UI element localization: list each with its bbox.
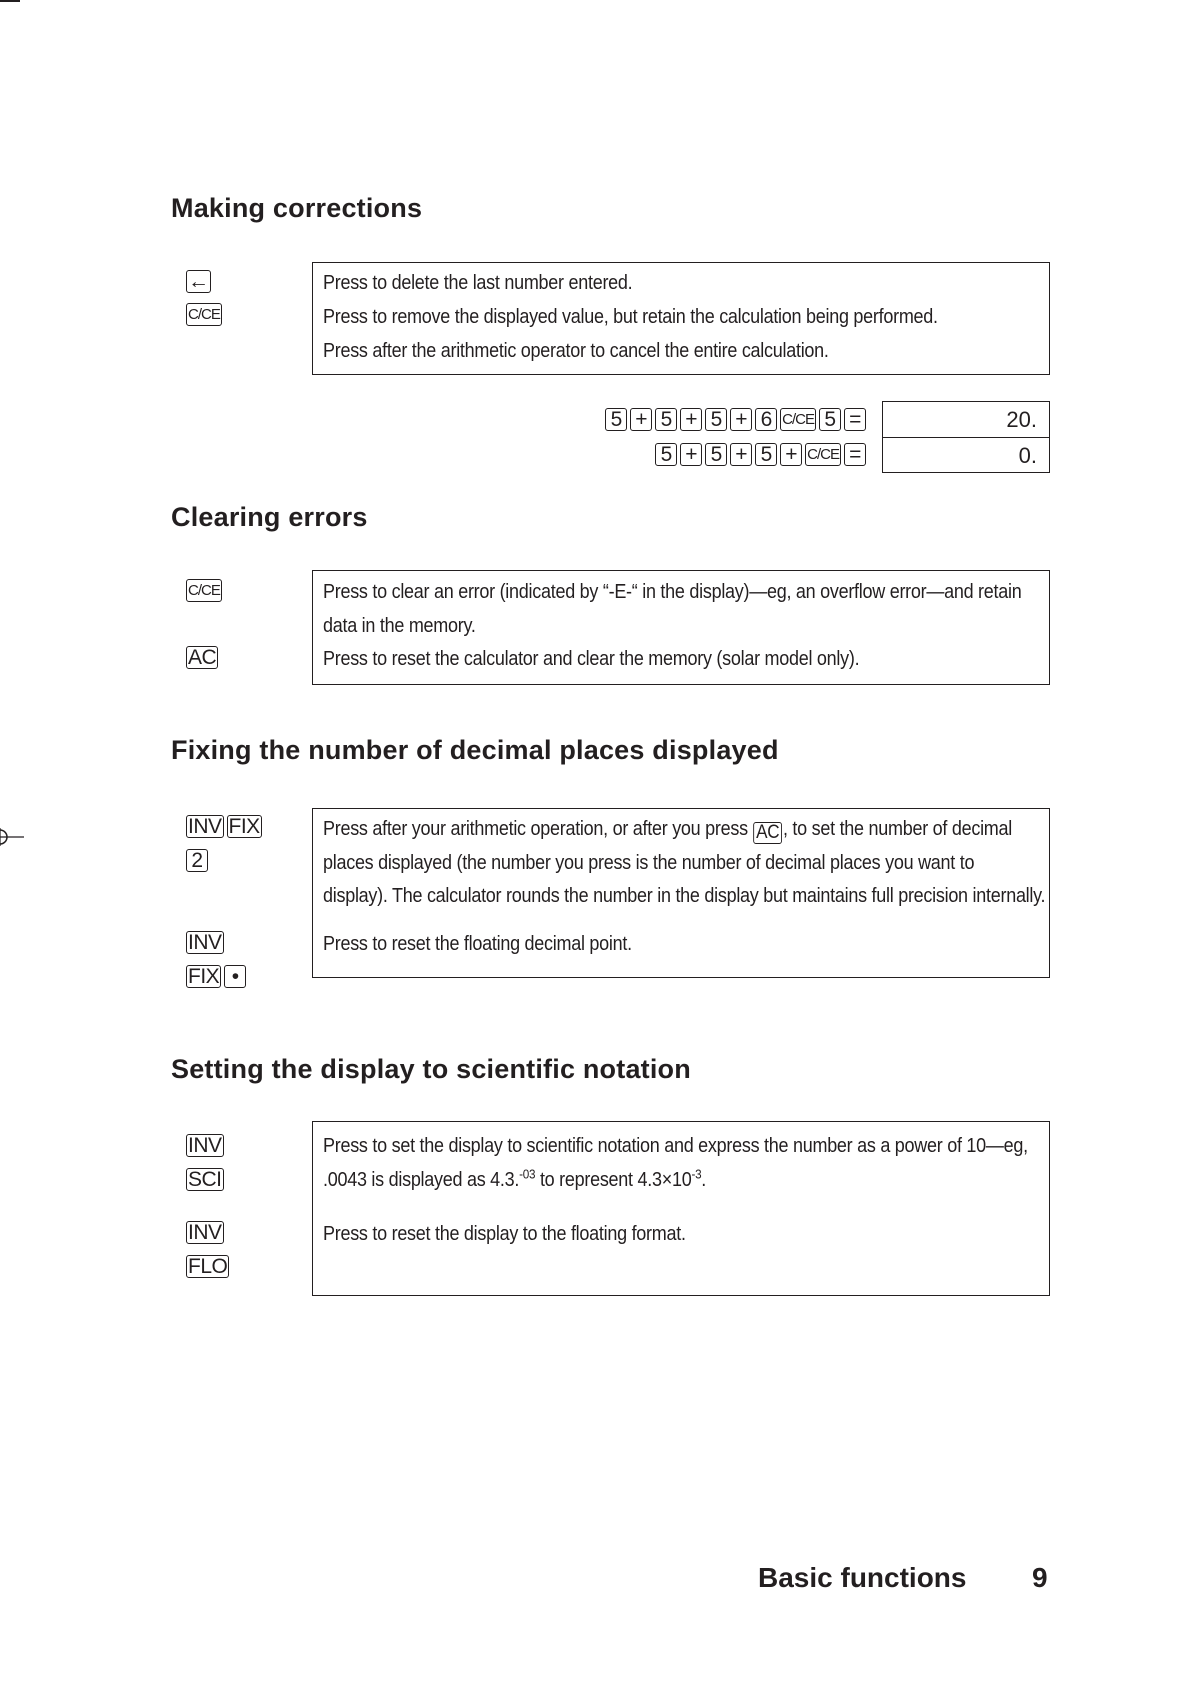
sequence-key: 5 bbox=[655, 443, 677, 466]
description-line: display). The calculator rounds the number in the display but maintains full precision internally. bbox=[323, 885, 1046, 907]
page-number: 9 bbox=[1032, 1562, 1048, 1593]
sequence-key: + bbox=[680, 408, 702, 431]
description-line: Press to remove the displayed value, but retain the calculation being performed. bbox=[323, 306, 938, 328]
sequence-key: 5 bbox=[705, 408, 727, 431]
description-text: . bbox=[701, 1169, 707, 1191]
inverse-key: INV bbox=[188, 931, 222, 954]
all-clear-key: AC bbox=[188, 646, 217, 669]
digit-key: 2 bbox=[186, 849, 208, 872]
description-line: places displayed (the number you press is the number of decimal places you want to bbox=[323, 852, 975, 874]
display-result: 0. bbox=[883, 437, 1049, 472]
example-key-sequence bbox=[655, 443, 869, 466]
key-line bbox=[186, 965, 249, 988]
superscript: -3 bbox=[691, 1166, 702, 1182]
fix-key: FIX bbox=[228, 815, 260, 838]
inverse-key: INV bbox=[188, 1221, 222, 1244]
all-clear-key: AC bbox=[753, 822, 782, 844]
sequence-key: + bbox=[630, 408, 652, 431]
sequence-key: + bbox=[780, 443, 802, 466]
description-line: Press to reset the calculator and clear the memory (solar model only). bbox=[323, 648, 860, 670]
description-text: Press after your arithmetic operation, or after you press bbox=[323, 818, 748, 840]
sequence-key: C/CE bbox=[780, 408, 816, 431]
footer-section-title: Basic functions bbox=[758, 1562, 967, 1593]
key-line bbox=[186, 270, 214, 293]
description-line: Press after the arithmetic operator to cancel the entire calculation. bbox=[323, 340, 829, 362]
example-key-sequence bbox=[605, 408, 869, 431]
sequence-key: C/CE bbox=[805, 443, 841, 466]
key-line bbox=[186, 849, 211, 872]
sequence-key: = bbox=[844, 408, 866, 431]
sequence-key: 6 bbox=[755, 408, 777, 431]
flo-key: FLO bbox=[188, 1255, 228, 1278]
description-text: .0043 is displayed as 4.3. bbox=[323, 1169, 520, 1191]
key-line bbox=[186, 303, 225, 326]
clear-entry-key: C/CE bbox=[186, 303, 222, 326]
sequence-key: + bbox=[680, 443, 702, 466]
description-line: Press to clear an error (indicated by “-E-“ in the display)—eg, an overflow error—and retain bbox=[323, 581, 1022, 603]
description-text: , to set the number of decimal bbox=[782, 818, 1012, 840]
key-line bbox=[186, 1134, 227, 1157]
sequence-key: 5 bbox=[755, 443, 777, 466]
description-text: to represent 4.3×10 bbox=[535, 1169, 692, 1191]
registration-mark-icon bbox=[0, 825, 24, 849]
sequence-key: + bbox=[730, 443, 752, 466]
sci-key: SCI bbox=[188, 1168, 222, 1191]
sequence-key: 5 bbox=[705, 443, 727, 466]
description-line bbox=[323, 1168, 967, 1192]
inverse-key: INV bbox=[188, 1134, 222, 1157]
key-line bbox=[186, 646, 221, 669]
key-line bbox=[186, 1168, 227, 1191]
calculator-display-results bbox=[882, 401, 1050, 473]
fix-key: FIX bbox=[188, 965, 220, 988]
description-line bbox=[323, 817, 1012, 844]
display-result: 20. bbox=[1006, 407, 1037, 432]
scientific-description-box bbox=[312, 1121, 1050, 1296]
description-line: Press to reset the display to the floating format. bbox=[323, 1223, 686, 1245]
description-line: Press to set the display to scientific notation and express the number as a power of 10—eg, bbox=[323, 1135, 1028, 1157]
section-heading-decimal: Fixing the number of decimal places displayed bbox=[171, 735, 779, 765]
section-heading-corrections: Making corrections bbox=[171, 193, 423, 223]
key-line bbox=[186, 579, 225, 602]
errors-description-box bbox=[312, 570, 1050, 685]
corrections-description-box bbox=[312, 262, 1050, 375]
description-line: data in the memory. bbox=[323, 615, 476, 637]
superscript: -03 bbox=[519, 1166, 536, 1182]
key-line bbox=[186, 931, 227, 954]
backspace-key: ← bbox=[188, 270, 209, 293]
section-heading-scientific: Setting the display to scientific notation bbox=[171, 1054, 691, 1084]
key-line bbox=[186, 815, 265, 838]
inverse-key: INV bbox=[188, 815, 222, 838]
decimal-description-box bbox=[312, 808, 1050, 978]
description-line: Press to delete the last number entered. bbox=[323, 272, 633, 294]
key-line bbox=[186, 1221, 227, 1244]
key-line bbox=[186, 1255, 232, 1278]
clear-entry-key: C/CE bbox=[186, 579, 222, 602]
sequence-key: 5 bbox=[605, 408, 627, 431]
sequence-key: 5 bbox=[655, 408, 677, 431]
crop-mark bbox=[0, 0, 20, 2]
section-heading-errors: Clearing errors bbox=[171, 502, 368, 532]
sequence-key: = bbox=[844, 443, 866, 466]
description-line: Press to reset the floating decimal point. bbox=[323, 933, 632, 955]
sequence-key: + bbox=[730, 408, 752, 431]
decimal-point-key: • bbox=[224, 965, 246, 988]
sequence-key: 5 bbox=[819, 408, 841, 431]
